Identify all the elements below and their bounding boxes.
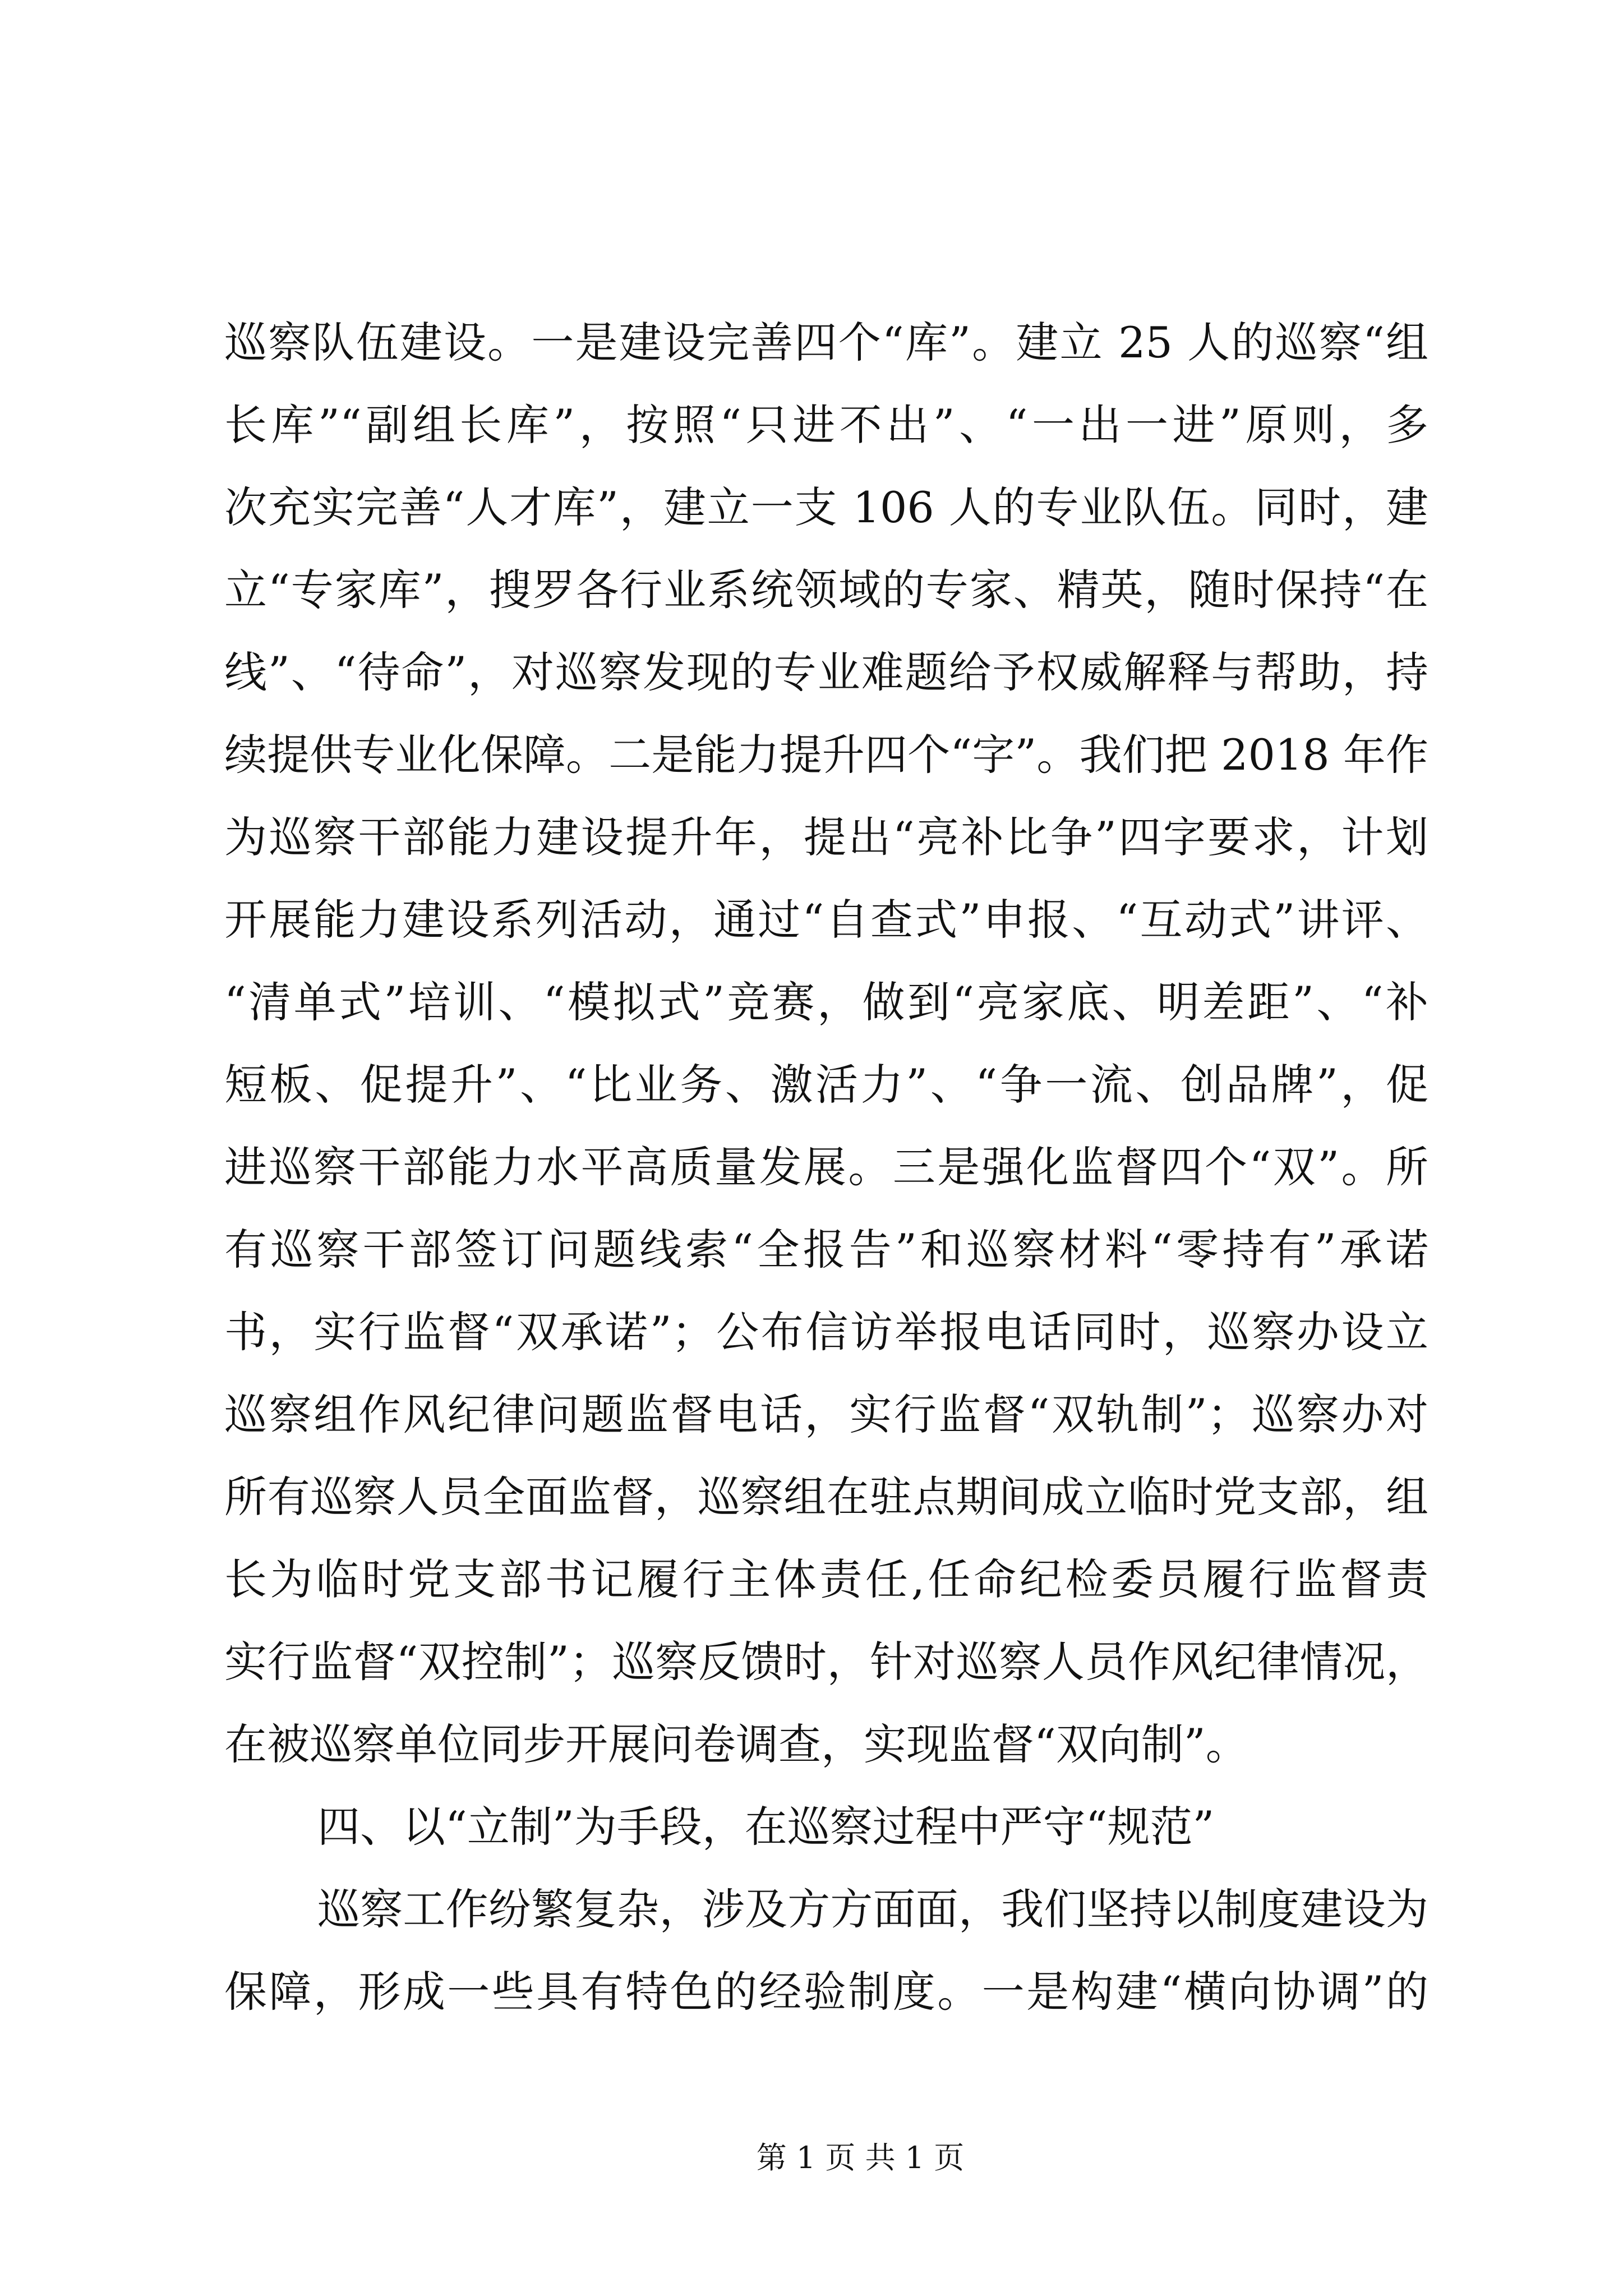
text-line: 长为临时党支部书记履行主体责任,任命纪检委员履行监督责 <box>224 1554 1428 1604</box>
text-line: 开展能力建设系列活动，通过“自查式”申报、“互动式”讲评、 <box>224 895 1428 945</box>
text-line: 短板、促提升”、“比业务、激活力”、“争一流、创品牌”，促 <box>224 1060 1428 1110</box>
text-line: 为巡察干部能力建设提升年，提出“亮补比争”四字要求，计划 <box>224 812 1428 862</box>
document-body <box>224 301 1428 2033</box>
text-line: 巡察组作风纪律问题监督电话，实行监督“双轨制”；巡察办对 <box>224 1389 1428 1439</box>
text-line: 续提供专业化保障。二是能力提升四个“字”。我们把 2018 年作 <box>224 730 1428 780</box>
text-line: 所有巡察人员全面监督，巡察组在驻点期间成立临时党支部，组 <box>224 1472 1428 1522</box>
page-footer: 第 1 页 共 1 页 <box>756 2140 965 2175</box>
text-line: 有巡察干部签订问题线索“全报告”和巡察材料“零持有”承诺 <box>224 1225 1428 1274</box>
section-heading: 四、以“立制”为手段，在巡察过程中严守“规范” <box>317 1802 1215 1852</box>
text-line: 进巡察干部能力水平高质量发展。三是强化监督四个“双”。所 <box>224 1142 1428 1192</box>
text-line: 次充实完善“人才库”，建立一支 106 人的专业队伍。同时，建 <box>224 482 1428 532</box>
text-line: 在被巡察单位同步开展问卷调查，实现监督“双向制”。 <box>224 1719 1248 1769</box>
text-line: 书，实行监督“双承诺”；公布信访举报电话同时，巡察办设立 <box>224 1307 1428 1357</box>
text-line: 保障，形成一些具有特色的经验制度。一是构建“横向协调”的 <box>224 1967 1428 2017</box>
text-line: 立“专家库”，搜罗各行业系统领域的专家、精英，随时保持“在 <box>224 565 1428 615</box>
text-line: “清单式”培训、“模拟式”竞赛，做到“亮家底、明差距”、“补 <box>224 977 1428 1027</box>
text-line: 线”、“待命”，对巡察发现的专业难题给予权威解释与帮助，持 <box>224 647 1428 697</box>
text-line: 实行监督“双控制”；巡察反馈时，针对巡察人员作风纪律情况， <box>224 1637 1428 1687</box>
text-line: 长库”“副组长库”，按照“只进不出”、“一出一进”原则，多 <box>224 400 1428 450</box>
text-line: 巡察工作纷繁复杂，涉及方方面面，我们坚持以制度建设为 <box>317 1884 1428 1934</box>
text-line: 巡察队伍建设。一是建设完善四个“库”。建立 25 人的巡察“组 <box>224 318 1428 367</box>
